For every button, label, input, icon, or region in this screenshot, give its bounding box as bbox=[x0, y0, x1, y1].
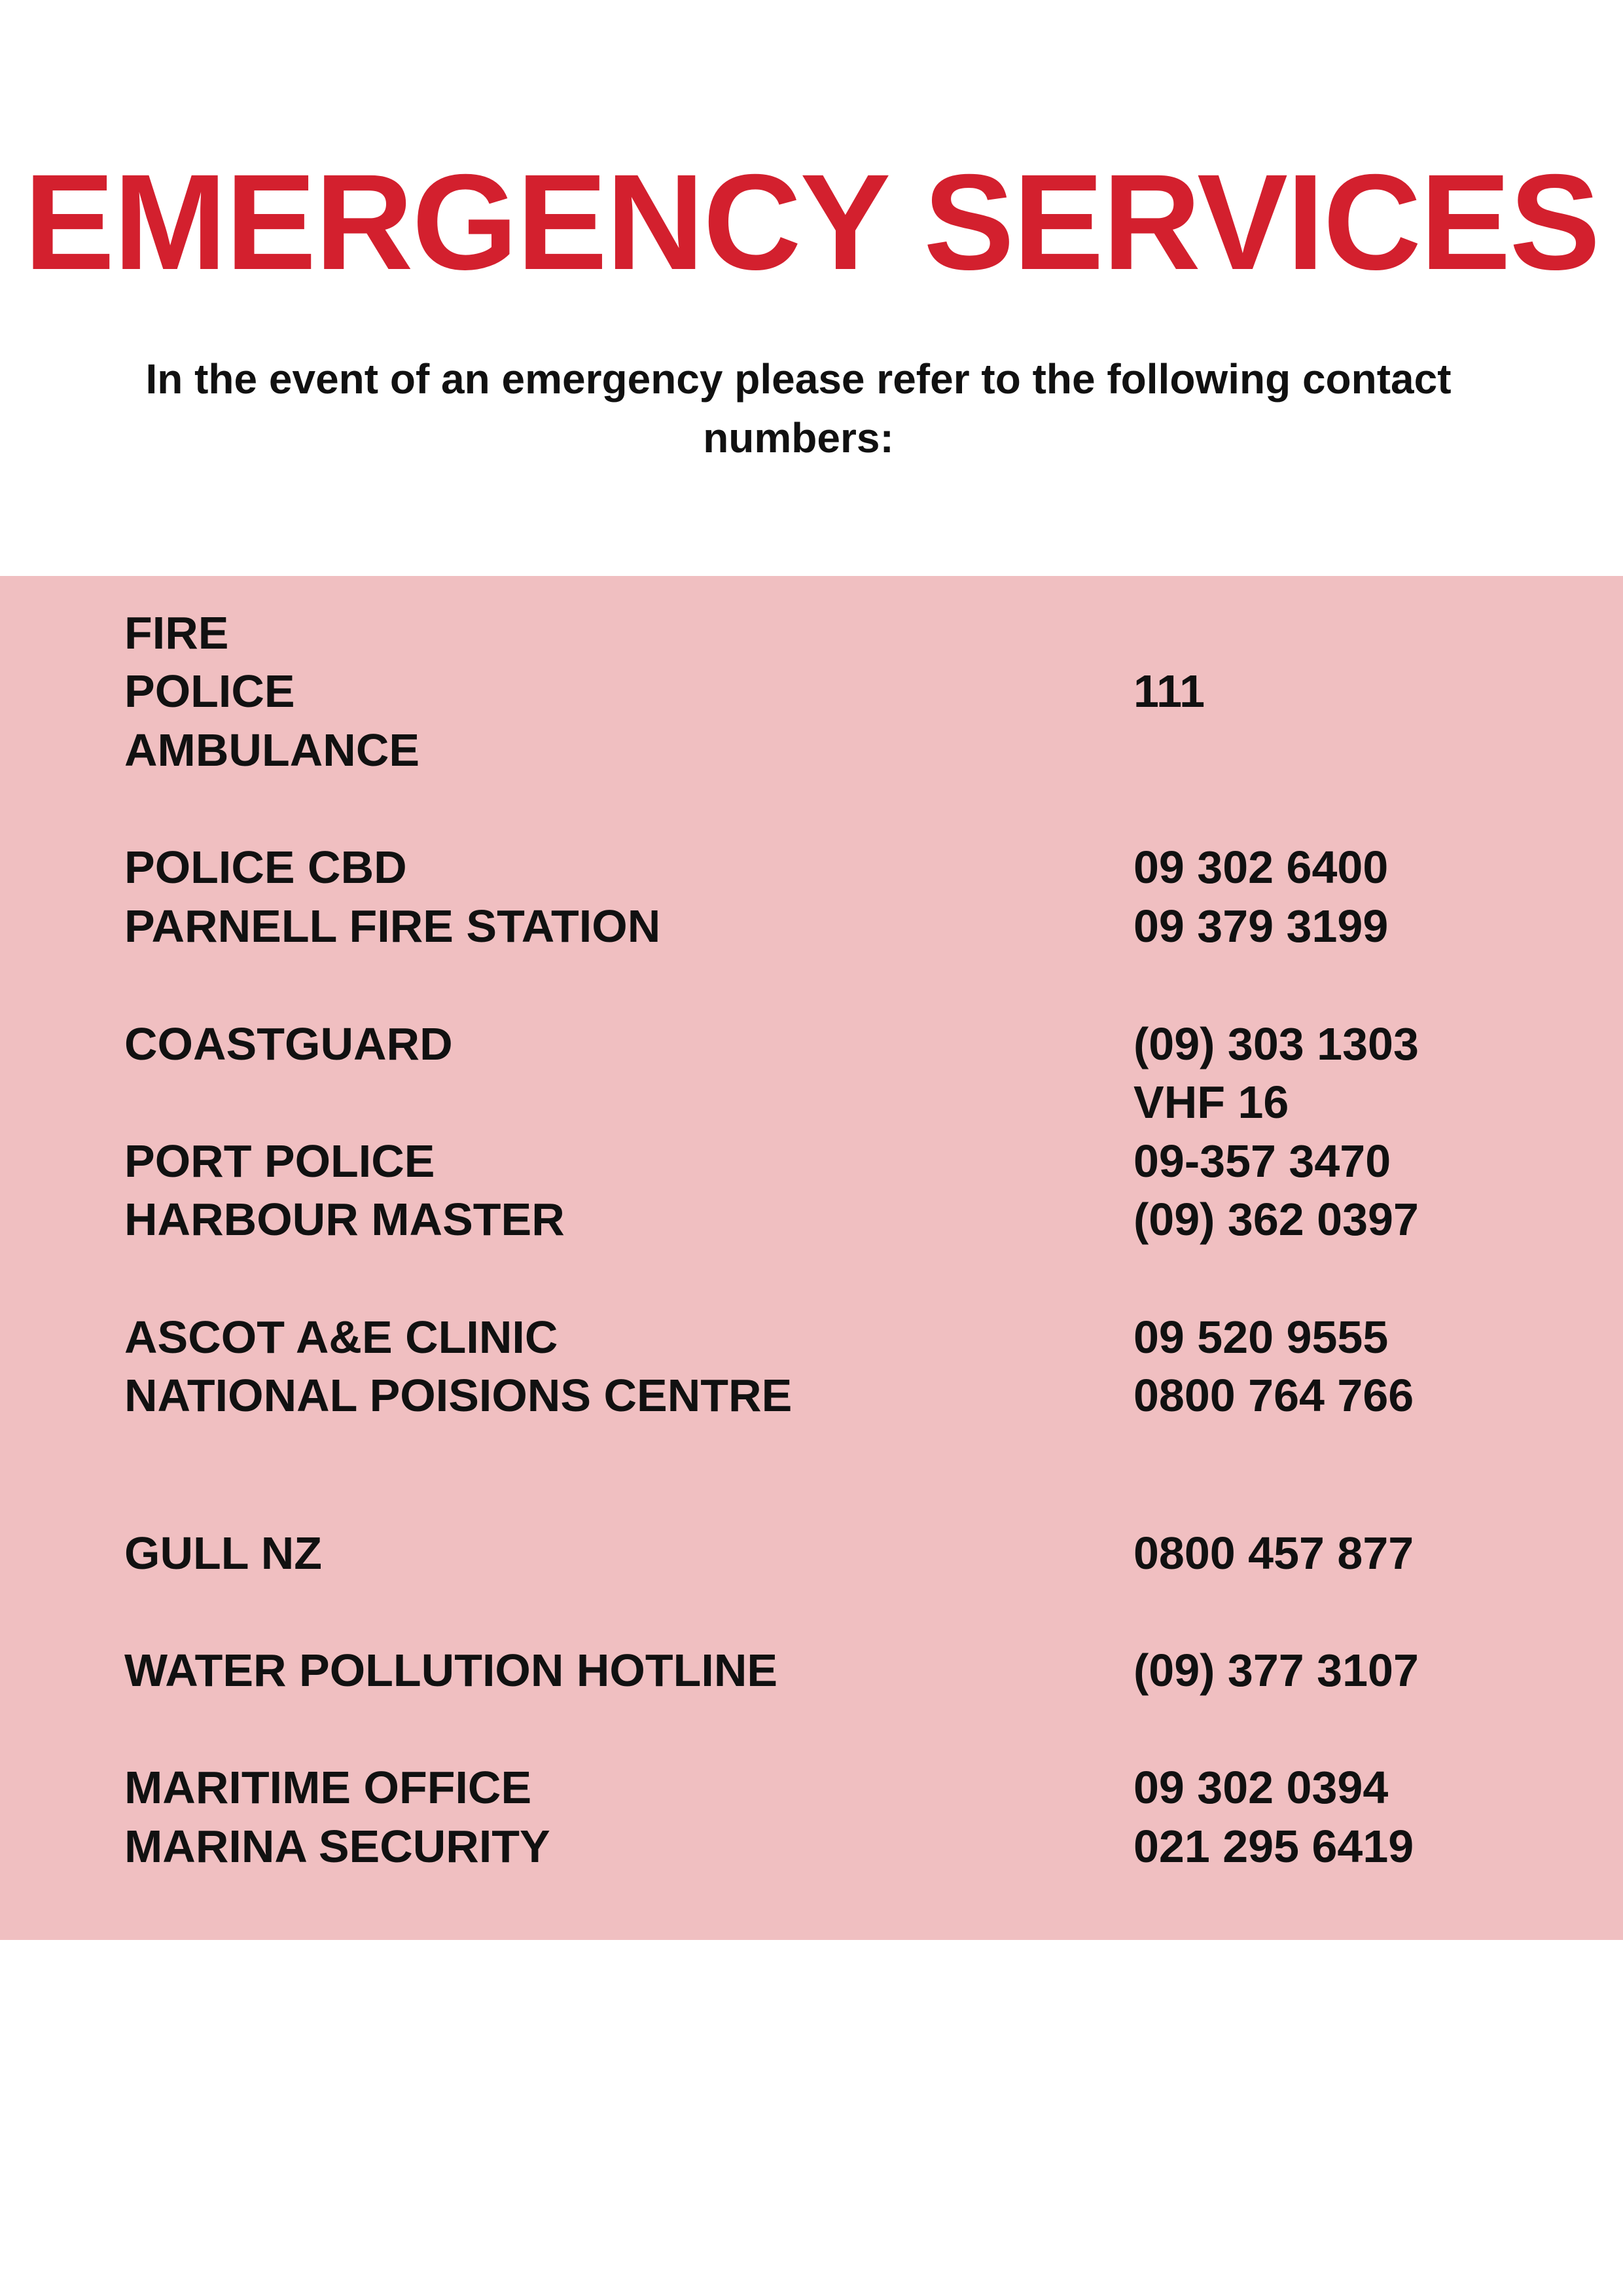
contact-label: ASCOT A&E CLINIC bbox=[124, 1312, 558, 1363]
contact-row bbox=[0, 1308, 1623, 1367]
contact-number: VHF 16 bbox=[1133, 1077, 1289, 1128]
contact-label: POLICE CBD bbox=[124, 842, 407, 893]
contact-label: MARINA SECURITY bbox=[124, 1821, 550, 1872]
contact-row bbox=[0, 1073, 1623, 1132]
contact-label: PORT POLICE bbox=[124, 1136, 435, 1187]
contact-label: HARBOUR MASTER bbox=[124, 1194, 565, 1245]
contact-number: (09) 362 0397 bbox=[1133, 1194, 1419, 1245]
contact-row bbox=[0, 897, 1623, 956]
contact-label: NATIONAL POISIONS CENTRE bbox=[124, 1370, 793, 1421]
contact-row bbox=[0, 1132, 1623, 1191]
contact-row bbox=[0, 1014, 1623, 1073]
contact-label: AMBULANCE bbox=[124, 725, 420, 776]
contacts-panel bbox=[0, 576, 1623, 1940]
contact-label: GULL NZ bbox=[124, 1528, 323, 1579]
contact-row bbox=[0, 1817, 1623, 1876]
contact-label: MARITIME OFFICE bbox=[124, 1762, 532, 1813]
contact-label: POLICE bbox=[124, 666, 295, 717]
contact-number: (09) 303 1303 bbox=[1133, 1018, 1419, 1069]
contact-number: 0800 457 877 bbox=[1133, 1528, 1414, 1579]
contact-number: 111 bbox=[1133, 666, 1205, 717]
contact-row bbox=[0, 1366, 1623, 1425]
contact-label: PARNELL FIRE STATION bbox=[124, 901, 661, 952]
contact-number: 09-357 3470 bbox=[1133, 1136, 1391, 1187]
contact-label: WATER POLLUTION HOTLINE bbox=[124, 1645, 778, 1696]
contact-row bbox=[0, 838, 1623, 897]
page-title: EMERGENCY SERVICES bbox=[24, 147, 1599, 298]
contact-number: 09 302 6400 bbox=[1133, 842, 1389, 893]
contact-label: FIRE bbox=[124, 607, 229, 658]
contact-number: 09 302 0394 bbox=[1133, 1762, 1389, 1813]
contact-row bbox=[0, 662, 1623, 721]
contact-row bbox=[0, 1758, 1623, 1817]
contact-number: 0800 764 766 bbox=[1133, 1370, 1414, 1421]
intro-text: In the event of an emergency please refer to the following contact numbers: bbox=[145, 355, 1452, 461]
contact-row bbox=[0, 1641, 1623, 1700]
contact-row bbox=[0, 1524, 1623, 1583]
contact-number: 09 379 3199 bbox=[1133, 901, 1389, 952]
contact-row bbox=[0, 1190, 1623, 1249]
contact-number: 09 520 9555 bbox=[1133, 1312, 1389, 1363]
contact-label: COASTGUARD bbox=[124, 1018, 453, 1069]
contact-row bbox=[0, 721, 1623, 780]
contact-row bbox=[0, 603, 1623, 662]
contact-number: (09) 377 3107 bbox=[1133, 1645, 1419, 1696]
contact-number: 021 295 6419 bbox=[1133, 1821, 1414, 1872]
